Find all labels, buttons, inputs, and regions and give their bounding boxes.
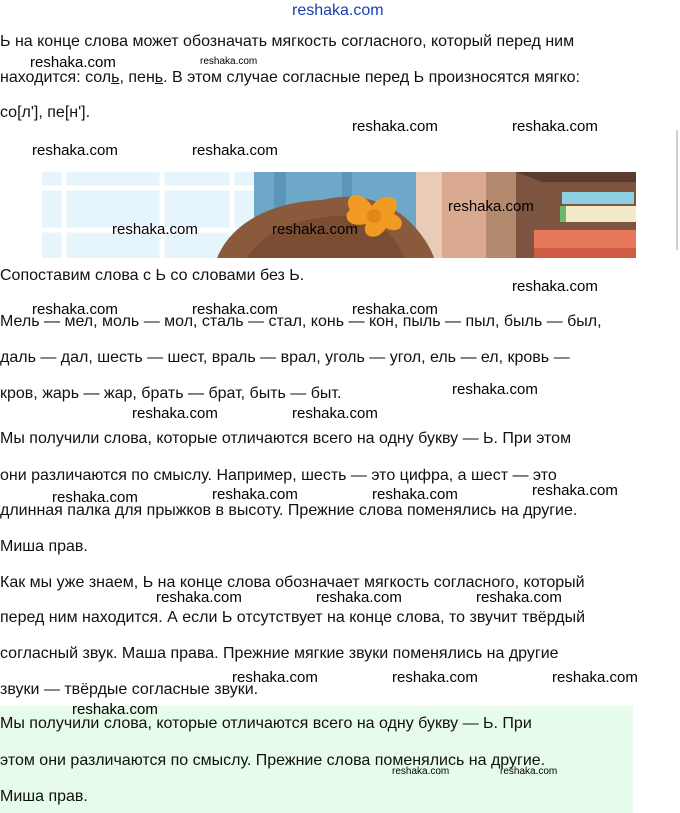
watermark: reshaka.com bbox=[272, 221, 358, 238]
watermark: reshaka.com bbox=[372, 486, 458, 503]
explanation2-line2: перед ним находится. А если Ь отсутствует на конце слова, то звучит твёрдый bbox=[0, 609, 586, 626]
scrollbar-track[interactable] bbox=[676, 130, 678, 250]
explanation1-line2: они различаются по смыслу. Например, шесть — это цифра, а шест — это bbox=[0, 467, 557, 484]
watermark: reshaka.com bbox=[392, 766, 450, 777]
text-fragment: , пен bbox=[119, 69, 155, 86]
compare-intro: Сопоставим слова с Ь со словами без Ь. bbox=[0, 267, 305, 284]
watermark: reshaka.com bbox=[156, 589, 242, 606]
watermark: reshaka.com bbox=[292, 405, 378, 422]
watermark: reshaka.com bbox=[512, 278, 598, 295]
watermark: reshaka.com bbox=[72, 701, 158, 718]
watermark: reshaka.com bbox=[500, 766, 558, 777]
pairs-line3: кров, жарь — жар, брать — брат, быть — быт. bbox=[0, 385, 342, 402]
paragraph1-line1: Ь на конце слова может обозначать мягкость согласного, который перед ним bbox=[0, 33, 575, 50]
watermark: reshaka.com bbox=[352, 118, 438, 135]
watermark: reshaka.com bbox=[200, 56, 258, 67]
explanation2-line3: согласный звук. Маша права. Прежние мягкие звуки поменялись на другие bbox=[0, 645, 559, 662]
watermark: reshaka.com bbox=[392, 669, 478, 686]
answer-line2: этом они различаются по смыслу. Прежние слова поменялись на другие. bbox=[0, 752, 546, 769]
watermark: reshaka.com bbox=[512, 118, 598, 135]
watermark: reshaka.com bbox=[192, 142, 278, 159]
answer-line3: Миша прав. bbox=[0, 788, 88, 805]
pairs-line2: даль — дал, шесть — шест, враль — врал, уголь — угол, ель — ел, кровь — bbox=[0, 349, 570, 366]
soft-sign-underlined: ь bbox=[111, 69, 120, 86]
watermark-top: reshaka.com bbox=[292, 2, 384, 19]
watermark: reshaka.com bbox=[192, 301, 278, 318]
watermark: reshaka.com bbox=[532, 482, 618, 499]
watermark: reshaka.com bbox=[448, 198, 534, 215]
explanation2-line4: звуки — твёрдые согласные звуки. bbox=[0, 681, 259, 698]
pairs-line1: Мель — мел, моль — мол, сталь — стал, конь — кон, пыль — пыл, быль — был, bbox=[0, 313, 602, 330]
illustration-girl-books bbox=[42, 172, 636, 258]
explanation2-line1: Как мы уже знаем, Ь на конце слова обозначает мягкость согласного, который bbox=[0, 574, 585, 591]
answer-line1: Мы получили слова, которые отличаются всего на одну букву — Ь. При bbox=[0, 715, 532, 732]
paragraph1-line3: со[л'], пе[н']. bbox=[0, 104, 91, 121]
watermark: reshaka.com bbox=[352, 301, 438, 318]
soft-sign-underlined: ь bbox=[154, 69, 164, 86]
illustration-svg bbox=[42, 172, 636, 258]
watermark: reshaka.com bbox=[52, 489, 138, 506]
text-fragment: . В этом случае согласные перед Ь произносятся мягко: bbox=[163, 69, 580, 86]
explanation1-line3: длинная палка для прыжков в высоту. Прежние слова поменялись на другие. bbox=[0, 502, 578, 519]
watermark: reshaka.com bbox=[316, 589, 402, 606]
watermark: reshaka.com bbox=[452, 381, 538, 398]
watermark: reshaka.com bbox=[30, 54, 116, 71]
explanation1-line4: Миша прав. bbox=[0, 538, 88, 555]
watermark: reshaka.com bbox=[212, 486, 298, 503]
watermark: reshaka.com bbox=[32, 142, 118, 159]
explanation1-line1: Мы получили слова, которые отличаются всего на одну букву — Ь. При этом bbox=[0, 430, 572, 447]
text-fragment: находится: сол bbox=[0, 69, 112, 86]
watermark: reshaka.com bbox=[232, 669, 318, 686]
watermark: reshaka.com bbox=[112, 221, 198, 238]
watermark: reshaka.com bbox=[132, 405, 218, 422]
watermark: reshaka.com bbox=[552, 669, 638, 686]
watermark: reshaka.com bbox=[32, 301, 118, 318]
watermark: reshaka.com bbox=[476, 589, 562, 606]
